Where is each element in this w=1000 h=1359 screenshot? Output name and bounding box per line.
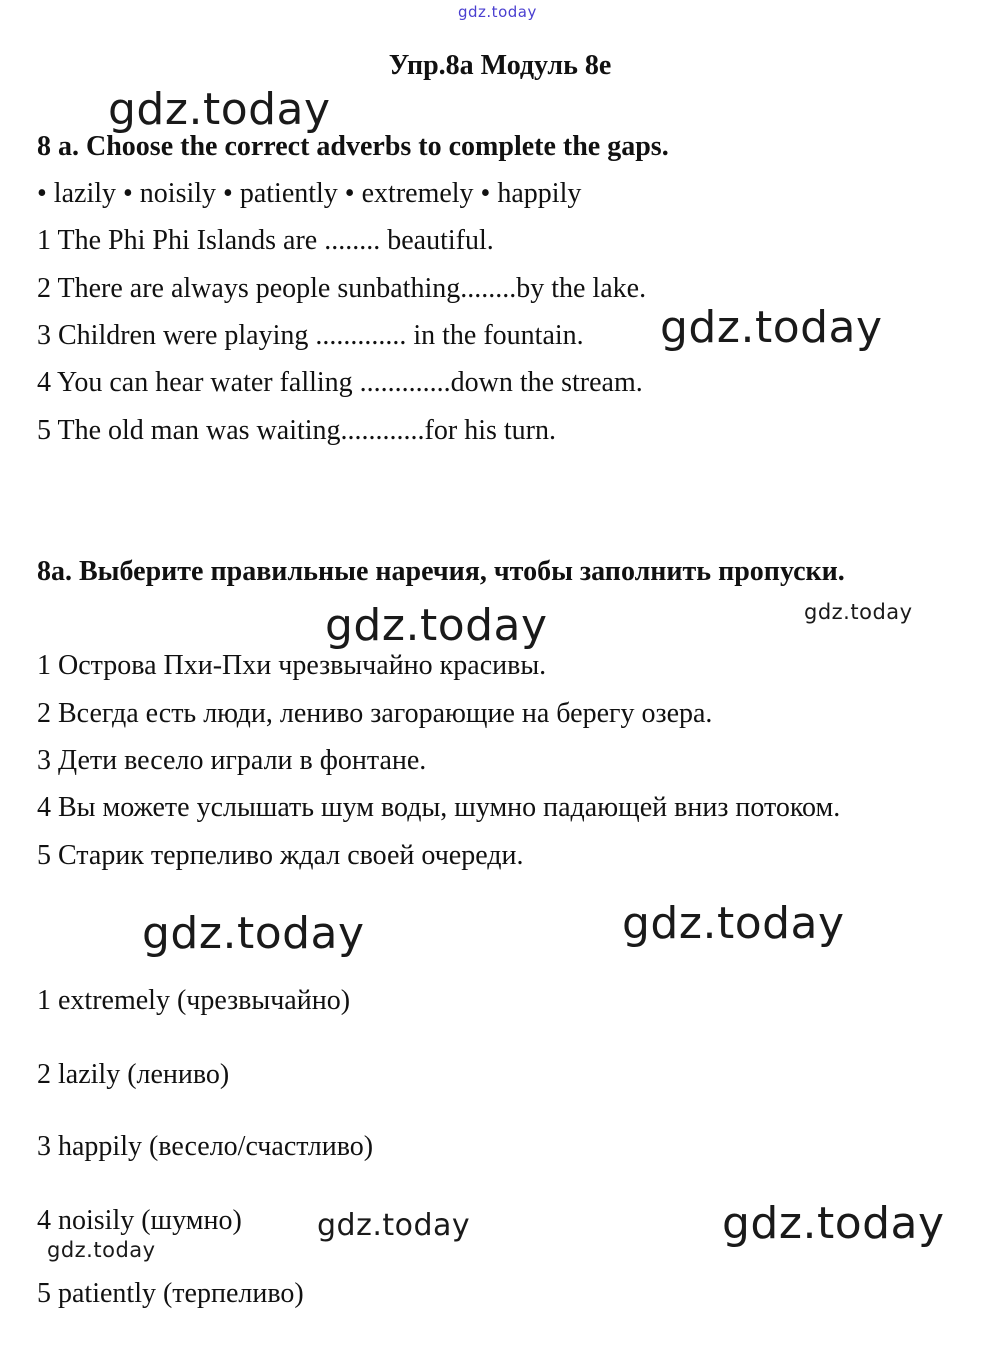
watermark: gdz.today [108,84,331,135]
word-bank: • lazily • noisily • patiently • extremely • happily [37,178,582,209]
exercise-item-ru: 1 Острова Пхи-Пхи чрезвычайно красивы. [37,650,547,681]
exercise-item-ru: 4 Вы можете услышать шум воды, шумно падающей вниз потоком. [37,792,841,823]
page-title: Упр.8а Модуль 8е [388,50,612,81]
exercise-item-ru: 5 Старик терпеливо ждал своей очереди. [37,840,524,871]
exercise-item-ru: 3 Дети весело играли в фонтане. [37,745,427,776]
answer-item: 5 patiently (терпеливо) [37,1278,304,1309]
answer-item: 2 lazily (лениво) [37,1059,230,1090]
watermark: gdz.today [47,1238,156,1262]
exercise-heading-ru: 8а. Выберите правильные наречия, чтобы заполнить пропуски. [37,556,845,587]
watermark: gdz.today [317,1208,471,1243]
watermark-top: gdz.today [458,3,537,21]
watermark: gdz.today [622,898,845,949]
exercise-heading-en: 8 a. Choose the correct adverbs to complete the gaps. [37,131,669,162]
exercise-item-en: 4 You can hear water falling .............down the stream. [37,367,643,398]
watermark: gdz.today [804,600,913,624]
watermark: gdz.today [142,908,365,959]
watermark: gdz.today [722,1198,945,1249]
answer-item: 4 noisily (шумно) [37,1205,242,1236]
exercise-item-ru: 2 Всегда есть люди, лениво загорающие на берегу озера. [37,698,713,729]
exercise-item-en: 2 There are always people sunbathing........by the lake. [37,273,647,304]
watermark: gdz.today [325,600,548,651]
answer-item: 1 extremely (чрезвычайно) [37,985,351,1016]
exercise-item-en: 5 The old man was waiting............for his turn. [37,415,556,446]
answer-item: 3 happily (весело/счастливо) [37,1131,374,1162]
exercise-item-en: 1 The Phi Phi Islands are ........ beautiful. [37,225,494,256]
watermark: gdz.today [660,302,883,353]
exercise-item-en: 3 Children were playing ............. in the fountain. [37,320,584,351]
